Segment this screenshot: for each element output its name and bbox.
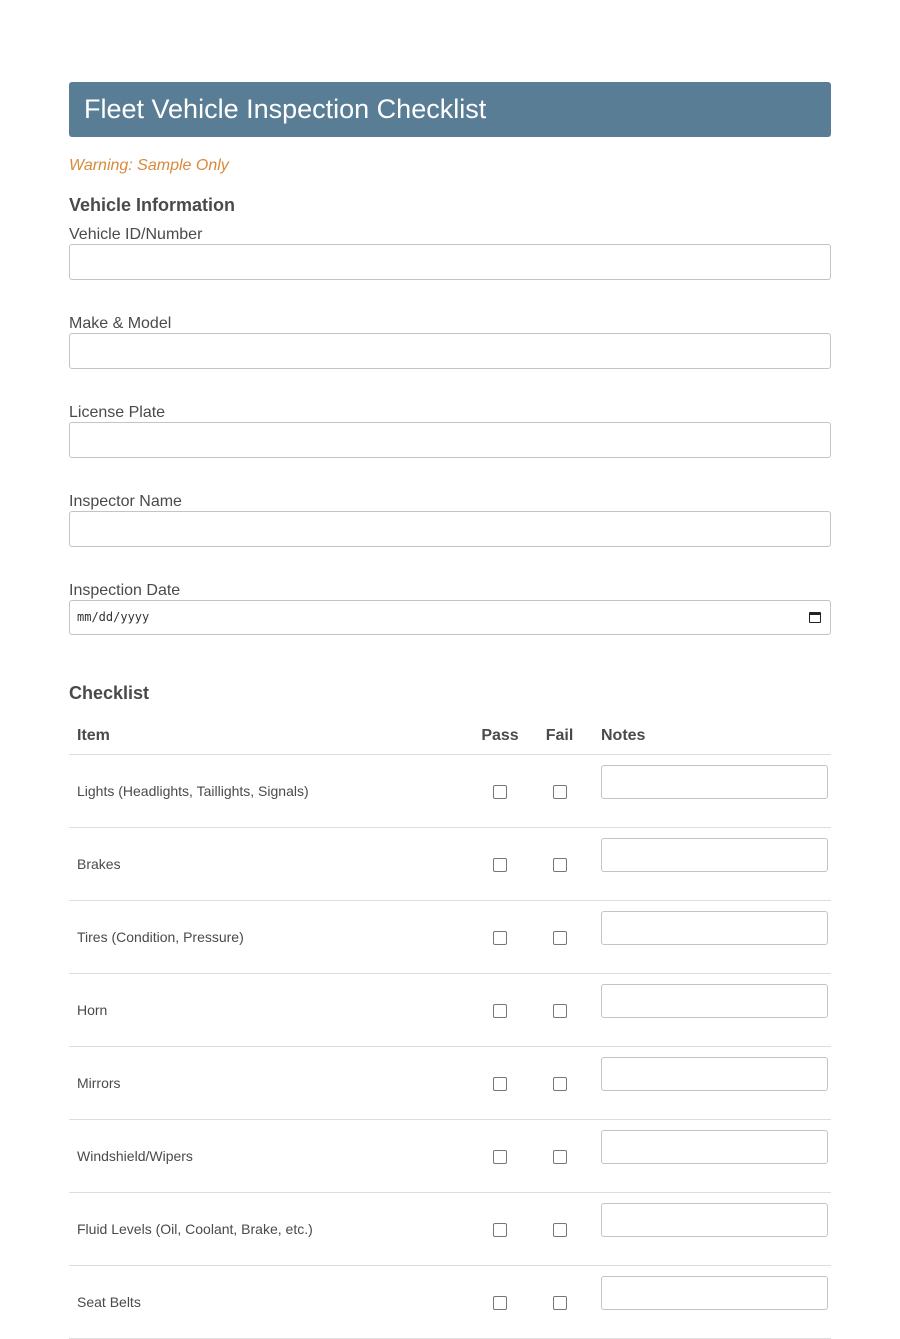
item-label: Mirrors: [69, 1046, 474, 1119]
pass-checkbox[interactable]: [493, 1296, 507, 1310]
pass-checkbox[interactable]: [493, 1223, 507, 1237]
table-row: [69, 827, 831, 900]
fail-checkbox[interactable]: [553, 858, 567, 872]
pass-checkbox[interactable]: [493, 785, 507, 799]
inspection-date-label: Inspection Date: [69, 582, 181, 599]
pass-checkbox[interactable]: [493, 1077, 507, 1091]
table-row: [69, 900, 831, 973]
vehicle-info-heading: Vehicle Information: [69, 195, 236, 215]
make-model-label: Make & Model: [69, 315, 172, 332]
table-row: [69, 1119, 831, 1192]
fail-checkbox[interactable]: [553, 1150, 567, 1164]
column-header-notes: Notes: [593, 718, 831, 754]
notes-input[interactable]: [601, 765, 828, 799]
checklist-table: [69, 718, 831, 1339]
page-title: Fleet Vehicle Inspection Checklist: [69, 82, 831, 137]
vehicle-id-input[interactable]: [69, 244, 831, 280]
fail-checkbox[interactable]: [553, 1077, 567, 1091]
notes-input[interactable]: [601, 1276, 828, 1310]
fail-checkbox[interactable]: [553, 1223, 567, 1237]
pass-checkbox[interactable]: [493, 858, 507, 872]
date-placeholder: mm/dd/yyyy: [77, 610, 150, 624]
fail-checkbox[interactable]: [553, 785, 567, 799]
column-header-fail: Fail: [526, 718, 593, 754]
column-header-pass: Pass: [474, 718, 526, 754]
fail-checkbox[interactable]: [553, 1004, 567, 1018]
make-model-input[interactable]: [69, 333, 831, 369]
column-header-item: Item: [69, 718, 474, 754]
notes-input[interactable]: [601, 1057, 828, 1091]
fail-checkbox[interactable]: [553, 1296, 567, 1310]
table-row: [69, 1265, 831, 1338]
item-label: Lights (Headlights, Taillights, Signals): [69, 754, 474, 827]
pass-checkbox[interactable]: [493, 1150, 507, 1164]
pass-checkbox[interactable]: [493, 931, 507, 945]
license-plate-input[interactable]: [69, 422, 831, 458]
table-row: [69, 1046, 831, 1119]
vehicle-id-label: Vehicle ID/Number: [69, 226, 203, 243]
pass-checkbox[interactable]: [493, 1004, 507, 1018]
license-plate-label: License Plate: [69, 404, 166, 421]
table-header-row: [69, 718, 831, 754]
item-label: Windshield/Wipers: [69, 1119, 474, 1192]
fail-checkbox[interactable]: [553, 931, 567, 945]
notes-input[interactable]: [601, 911, 828, 945]
item-label: Horn: [69, 973, 474, 1046]
inspection-date-input[interactable]: [69, 600, 831, 635]
notes-input[interactable]: [601, 984, 828, 1018]
inspector-name-label: Inspector Name: [69, 493, 182, 510]
inspection-form: [69, 82, 831, 1339]
notes-input[interactable]: [601, 1203, 828, 1237]
table-row: [69, 754, 831, 827]
notes-input[interactable]: [601, 838, 828, 872]
item-label: Tires (Condition, Pressure): [69, 900, 474, 973]
warning-text: Warning: Sample Only: [69, 157, 229, 174]
item-label: Seat Belts: [69, 1265, 474, 1338]
item-label: Brakes: [69, 827, 474, 900]
checklist-heading: Checklist: [69, 683, 150, 703]
inspector-name-input[interactable]: [69, 511, 831, 547]
table-row: [69, 973, 831, 1046]
item-label: Fluid Levels (Oil, Coolant, Brake, etc.): [69, 1192, 474, 1265]
notes-input[interactable]: [601, 1130, 828, 1164]
table-row: [69, 1192, 831, 1265]
calendar-icon[interactable]: [809, 612, 821, 623]
